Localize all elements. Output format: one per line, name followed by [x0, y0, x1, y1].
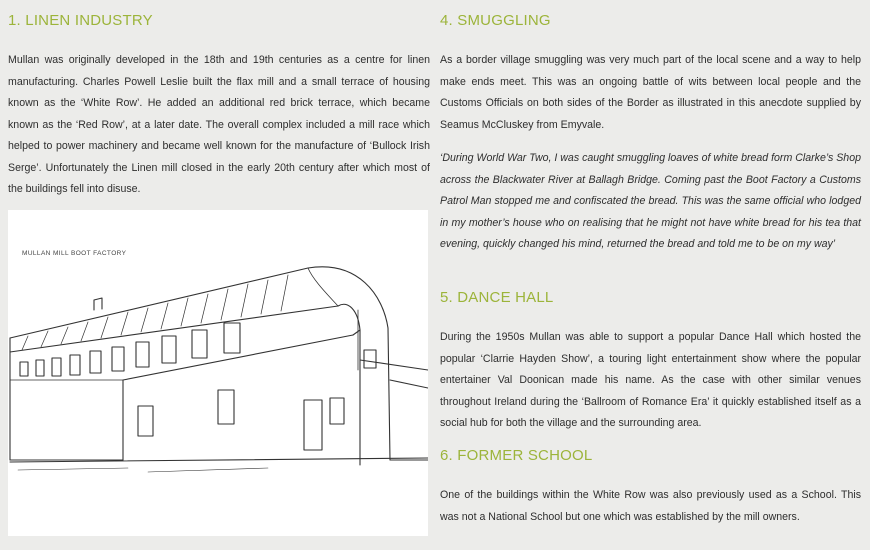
former-school-text: One of the buildings within the White Row was also previously used as a School. This was not a National School but one which was established by the mill owners. [440, 489, 861, 523]
smuggling-text: As a border village smuggling was very much part of the local scene and a way to help make ends meet. This was an ongoing battle of wits between local people and the Customs Officials on both sides of the Border as illustrated in this anecdote supplied by Seamus McCluskey from Emyvale. [440, 54, 861, 131]
heading-former-school: 6. FORMER SCHOOL [440, 447, 593, 464]
heading-smuggling: 4. SMUGGLING [440, 12, 551, 29]
heading-dance-hall: 5. DANCE HALL [440, 289, 554, 306]
sketch-caption: MULLAN MILL BOOT FACTORY [22, 250, 127, 257]
heading-linen-industry: 1. LINEN INDUSTRY [8, 12, 153, 29]
smuggling-anecdote-quote: ‘During World War Two, I was caught smuggling loaves of white bread form Clarke’s Shop across the Blackwater River at Ballagh Bridge. Coming past the Boot Factory a Customs Patrol Man stopped me and confiscated the bread. This was the same official who lodged in my mother’s house who on realising that he might not have white bread for his tea that evening, quickly changed his mind, returned the bread and told me to be on my way’ [440, 152, 861, 250]
mill-building-drawing [8, 210, 428, 536]
dance-hall-text: During the 1950s Mullan was able to support a popular Dance Hall which hosted the popular ‘Clarrie Hayden Show’, a touring light entertainment show where the popular entertainer Val Doonican made his name. As the case with other similar venues throughout Ireland during the ‘Ballroom of Romance Era’ it quickly established itself as a social hub for both the village and the surrounding area. [440, 331, 861, 429]
mill-boot-factory-sketch [8, 210, 428, 536]
linen-industry-text: Mullan was originally developed in the 18th and 19th centuries as a centre for linen manufacturing. Charles Powell Leslie built the flax mill and a small terrace of housing known as the ‘White Row’. He added an additional red brick terrace, which became known as the ‘Red Row’, at a later date. The overall complex included a mill race which helped to power machinery and became well known for the manufacture of ‘Bullock Irish Serge’. Unfortunately the Linen mill closed in the early 20th century after which most of the buildings fell into disuse. [8, 54, 430, 195]
